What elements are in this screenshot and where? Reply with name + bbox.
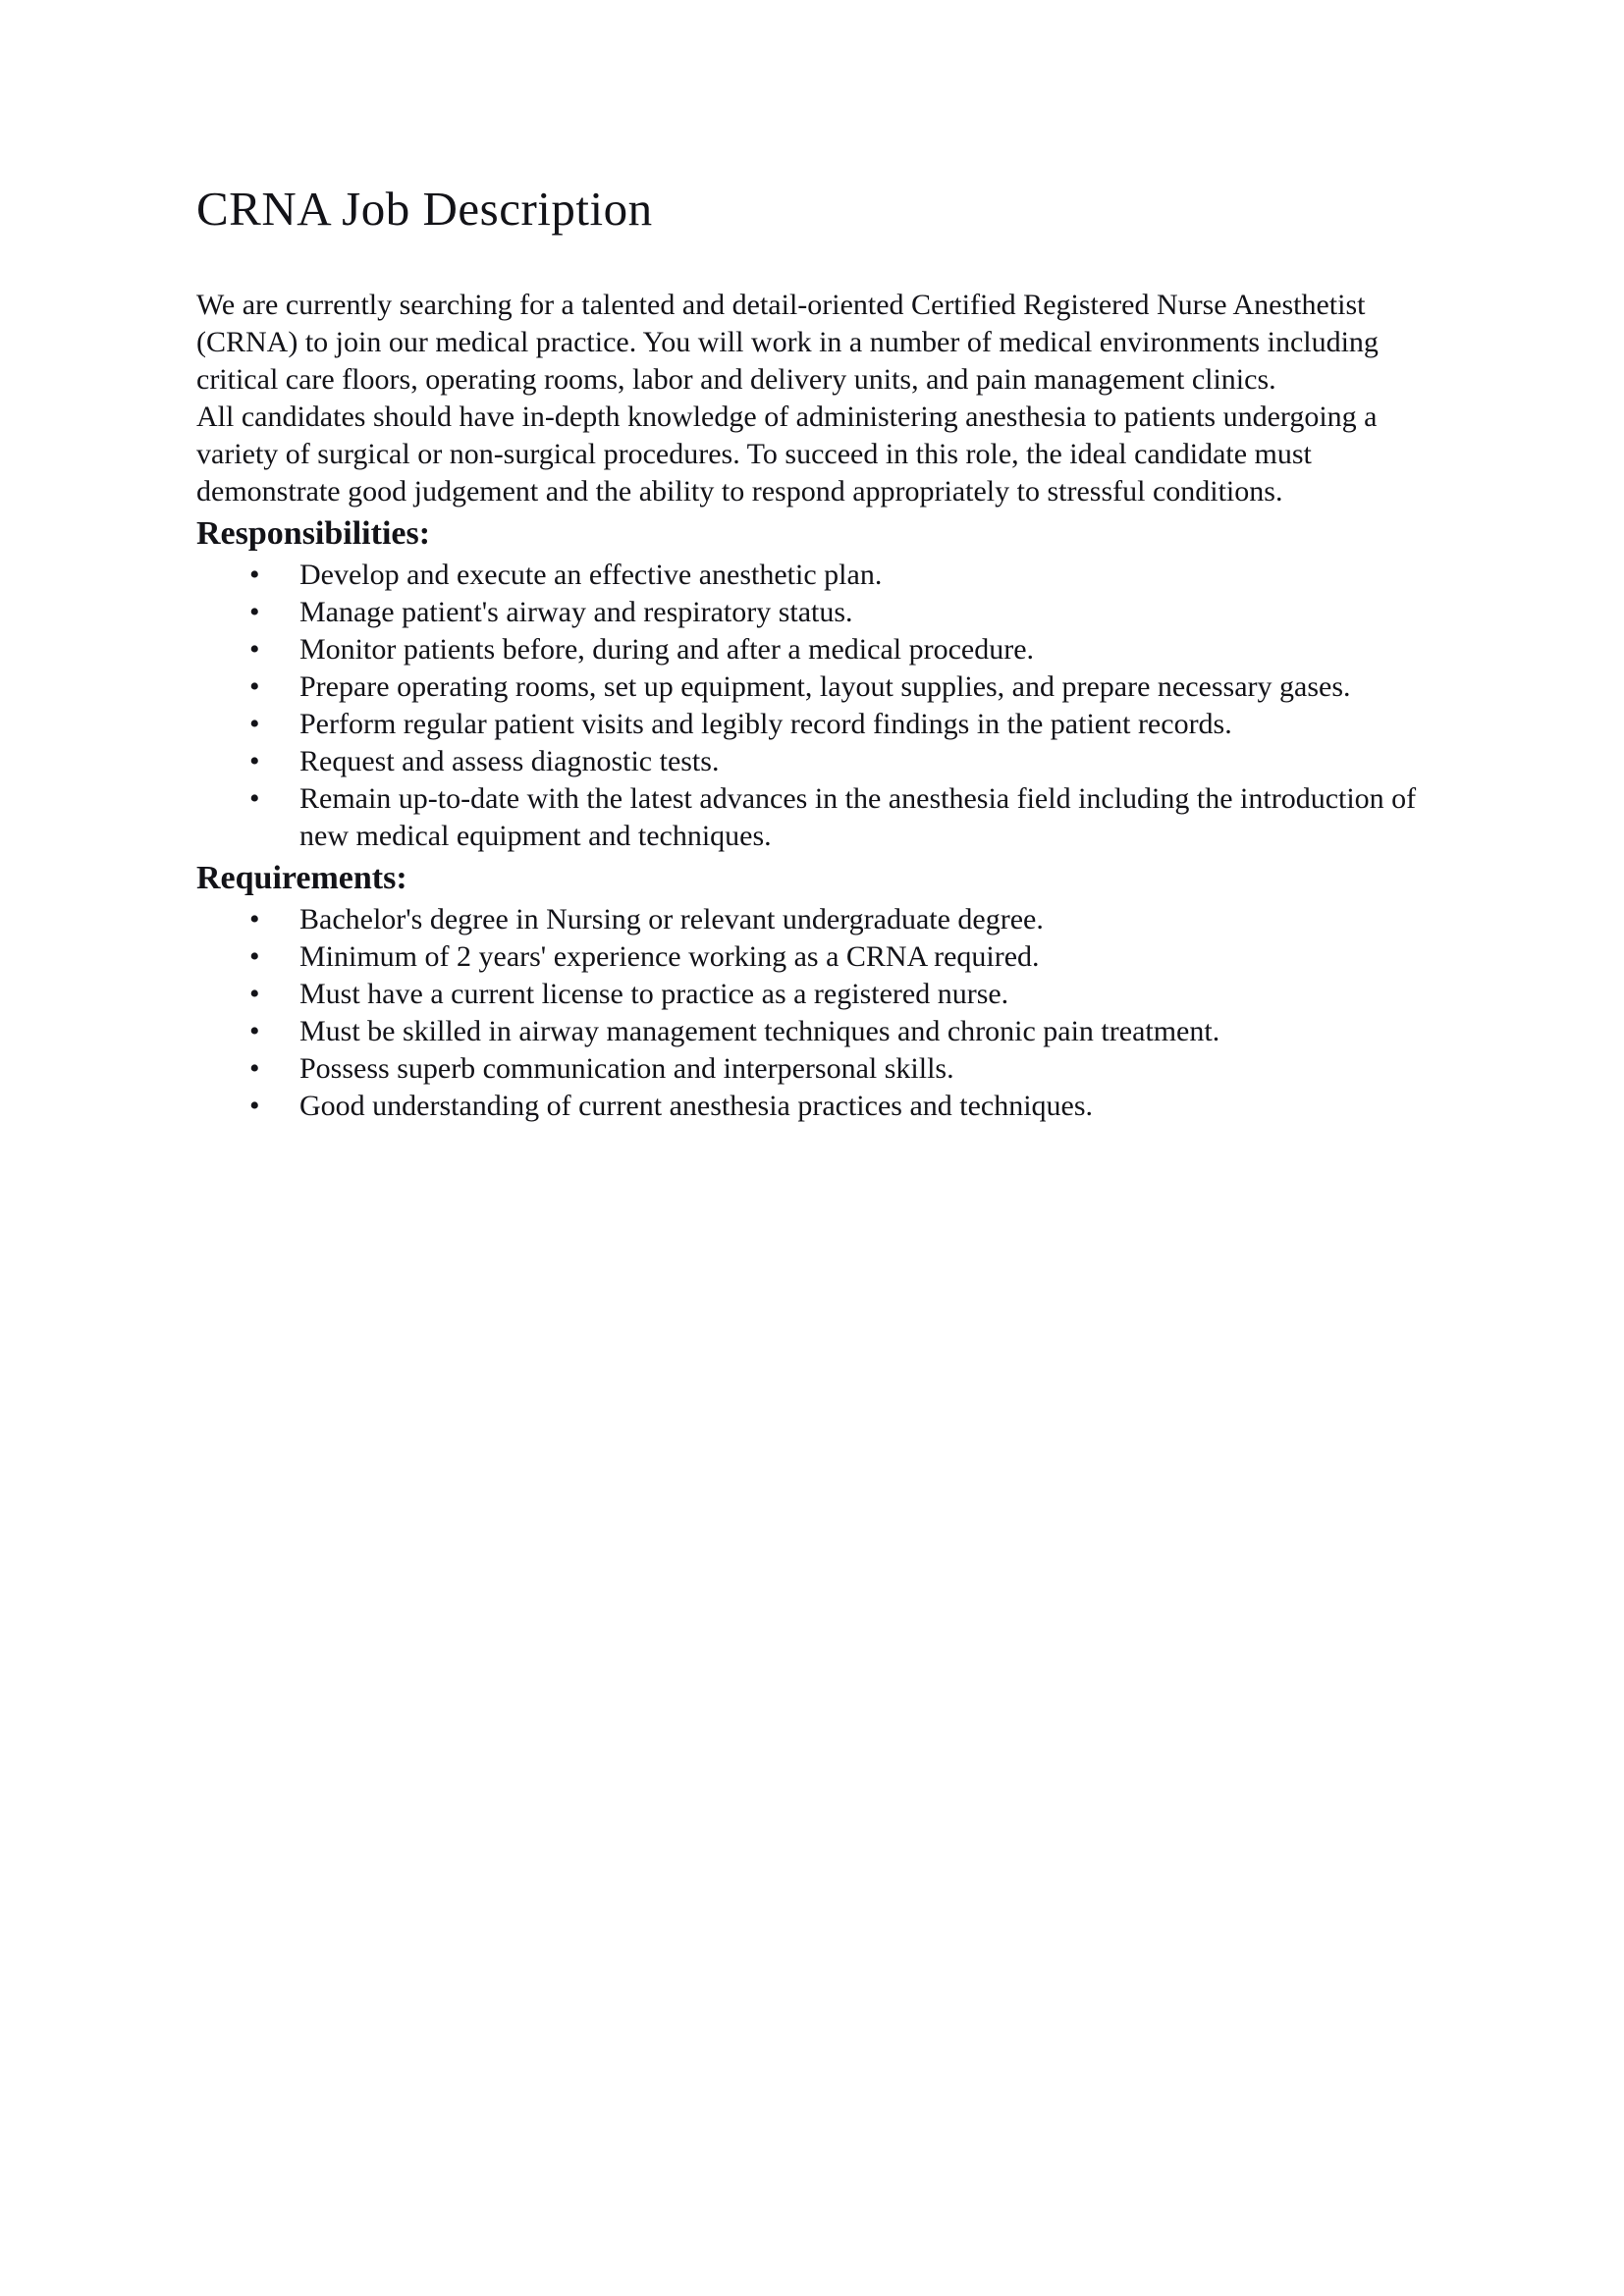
document-body xyxy=(196,287,1437,1125)
list-item: • Must have a current license to practice as a registered nurse. xyxy=(196,976,1437,1013)
list-item: • Request and assess diagnostic tests. xyxy=(196,743,1437,780)
list-item: • Bachelor's degree in Nursing or relevant undergraduate degree. xyxy=(196,901,1437,938)
responsibilities-list xyxy=(196,557,1437,855)
list-item: • Remain up-to-date with the latest advances in the anesthesia field including the introduction of new medical equipment and techniques. xyxy=(196,780,1437,855)
list-item: • Monitor patients before, during and after a medical procedure. xyxy=(196,631,1437,668)
list-item: • Perform regular patient visits and legibly record findings in the patient records. xyxy=(196,706,1437,743)
list-item: • Manage patient's airway and respiratory status. xyxy=(196,594,1437,631)
section-heading-requirements: Requirements: xyxy=(196,860,407,896)
list-item: • Must be skilled in airway management techniques and chronic pain treatment. xyxy=(196,1013,1437,1050)
list-item: • Minimum of 2 years' experience working as a CRNA required. xyxy=(196,938,1437,976)
document-title: CRNA Job Description xyxy=(196,182,653,236)
list-item: • Develop and execute an effective anesthetic plan. xyxy=(196,557,1437,594)
list-item: • Prepare operating rooms, set up equipment, layout supplies, and prepare necessary gases. xyxy=(196,668,1437,706)
requirements-list xyxy=(196,901,1437,1125)
list-item: • Possess superb communication and interpersonal skills. xyxy=(196,1050,1437,1088)
section-heading-responsibilities: Responsibilities: xyxy=(196,515,431,552)
intro-paragraph-2: All candidates should have in-depth knowledge of administering anesthesia to patients undergoing a variety of surgical or non-surgical procedures. To succeed in this role, the ideal candidate must demonstrate good judgement and the ability to respond appropriately to stressful conditions. xyxy=(196,400,1378,507)
intro-paragraph-1: We are currently searching for a talented and detail-oriented Certified Registered Nurse Anesthetist (CRNA) to join our medical practice. You will work in a number of medical environments including critical care floors, operating rooms, labor and delivery units, and pain management clinics. xyxy=(196,289,1379,396)
list-item: • Good understanding of current anesthesia practices and techniques. xyxy=(196,1088,1437,1125)
